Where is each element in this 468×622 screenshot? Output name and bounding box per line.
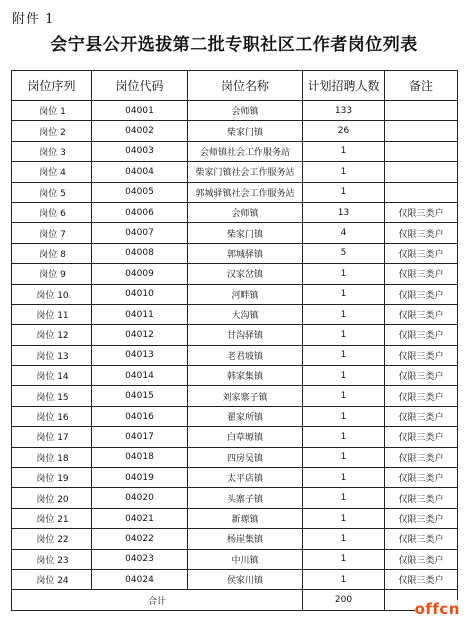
cell-name: 侯家川镇 [188,569,303,589]
cell-code: 04019 [92,468,188,488]
table-row [12,427,458,447]
table-header-row [12,71,458,101]
cell-code: 04014 [92,366,188,386]
cell-name: 会师镇社会工作服务站 [188,141,303,161]
cell-sequence: 岗位 8 [12,243,92,263]
table-row [12,121,458,141]
cell-code: 04020 [92,488,188,508]
header-name: 岗位名称 [188,71,303,101]
cell-name: 甘沟驿镇 [188,325,303,345]
total-label: 合计 [12,590,303,610]
cell-code: 04015 [92,386,188,406]
cell-sequence: 岗位 21 [12,508,92,528]
cell-code: 04003 [92,141,188,161]
cell-plan-count: 1 [303,325,385,345]
cell-remark: 仅限三类户 [385,549,458,569]
cell-sequence: 岗位 11 [12,304,92,324]
cell-name: 大沟镇 [188,304,303,324]
cell-remark: 仅限三类户 [385,243,458,263]
cell-remark: 仅限三类户 [385,264,458,284]
table-row [12,284,458,304]
cell-plan-count: 1 [303,529,385,549]
table-row [12,101,458,121]
cell-remark: 仅限三类户 [385,488,458,508]
cell-remark [385,162,458,182]
cell-sequence: 岗位 4 [12,162,92,182]
table-row [12,386,458,406]
table-row [12,223,458,243]
cell-name: 柴家门镇社会工作服务站 [188,162,303,182]
table-row [12,304,458,324]
cell-code: 04013 [92,345,188,365]
cell-name: 柴家门镇 [188,223,303,243]
total-value: 200 [303,590,385,610]
cell-plan-count: 1 [303,508,385,528]
cell-code: 04012 [92,325,188,345]
cell-remark: 仅限三类户 [385,447,458,467]
table-row [12,569,458,589]
cell-name: 郭城驿镇 [188,243,303,263]
cell-sequence: 岗位 7 [12,223,92,243]
cell-plan-count: 1 [303,549,385,569]
cell-remark: 仅限三类户 [385,529,458,549]
table-row [12,345,458,365]
cell-sequence: 岗位 9 [12,264,92,284]
cell-plan-count: 1 [303,406,385,426]
cell-plan-count: 5 [303,243,385,263]
cell-remark [385,141,458,161]
cell-plan-count: 1 [303,284,385,304]
cell-sequence: 岗位 13 [12,345,92,365]
cell-name: 汉家岔镇 [188,264,303,284]
cell-name: 中川镇 [188,549,303,569]
cell-code: 04023 [92,549,188,569]
table-row [12,202,458,222]
attachment-label: 附件 1 [12,12,55,27]
cell-code: 04001 [92,101,188,121]
header-code: 岗位代码 [92,71,188,101]
cell-plan-count: 1 [303,304,385,324]
table-row [12,488,458,508]
table-row [12,468,458,488]
cell-code: 04018 [92,447,188,467]
table-row [12,264,458,284]
cell-plan-count: 1 [303,386,385,406]
cell-code: 04021 [92,508,188,528]
cell-remark: 仅限三类户 [385,325,458,345]
cell-code: 04006 [92,202,188,222]
cell-remark: 仅限三类户 [385,223,458,243]
cell-plan-count: 1 [303,366,385,386]
cell-sequence: 岗位 17 [12,427,92,447]
total-row [12,590,458,610]
cell-name: 白草塬镇 [188,427,303,447]
cell-remark: 仅限三类户 [385,427,458,447]
cell-code: 04010 [92,284,188,304]
cell-plan-count: 1 [303,141,385,161]
cell-sequence: 岗位 12 [12,325,92,345]
table-row [12,182,458,202]
cell-name: 老君坡镇 [188,345,303,365]
cell-code: 04022 [92,529,188,549]
cell-remark: 仅限三类户 [385,202,458,222]
cell-plan-count: 4 [303,223,385,243]
table-row [12,162,458,182]
cell-name: 太平店镇 [188,468,303,488]
cell-sequence: 岗位 10 [12,284,92,304]
cell-name: 头寨子镇 [188,488,303,508]
cell-plan-count: 1 [303,468,385,488]
cell-code: 04024 [92,569,188,589]
cell-code: 04008 [92,243,188,263]
positions-table [11,70,458,611]
cell-sequence: 岗位 5 [12,182,92,202]
cell-sequence: 岗位 1 [12,101,92,121]
cell-sequence: 岗位 22 [12,529,92,549]
header-sequence: 岗位序列 [12,71,92,101]
cell-sequence: 岗位 6 [12,202,92,222]
cell-sequence: 岗位 3 [12,141,92,161]
table-row [12,141,458,161]
cell-remark: 仅限三类户 [385,508,458,528]
cell-plan-count: 13 [303,202,385,222]
table-row [12,366,458,386]
cell-plan-count: 1 [303,162,385,182]
cell-plan-count: 1 [303,345,385,365]
table-row [12,549,458,569]
cell-remark: 仅限三类户 [385,284,458,304]
table-row [12,406,458,426]
cell-code: 04005 [92,182,188,202]
cell-name: 韩家集镇 [188,366,303,386]
cell-plan-count: 1 [303,447,385,467]
cell-plan-count: 26 [303,121,385,141]
cell-remark: 仅限三类户 [385,468,458,488]
cell-sequence: 岗位 2 [12,121,92,141]
table-row [12,508,458,528]
header-plan-count: 计划招聘人数 [303,71,385,101]
cell-name: 河畔镇 [188,284,303,304]
cell-remark [385,101,458,121]
table-row [12,325,458,345]
cell-remark: 仅限三类户 [385,304,458,324]
cell-remark: 仅限三类户 [385,406,458,426]
cell-code: 04016 [92,406,188,426]
cell-name: 会师镇 [188,101,303,121]
page-title: 会宁县公开选拔第二批专职社区工作者岗位列表 [50,35,418,55]
cell-code: 04011 [92,304,188,324]
cell-sequence: 岗位 20 [12,488,92,508]
cell-name: 刘家寨子镇 [188,386,303,406]
cell-sequence: 岗位 19 [12,468,92,488]
cell-sequence: 岗位 14 [12,366,92,386]
offcn-logo: offcn [414,600,460,618]
cell-name: 四房吴镇 [188,447,303,467]
table-row [12,529,458,549]
cell-remark: 仅限三类户 [385,386,458,406]
cell-plan-count: 1 [303,264,385,284]
cell-sequence: 岗位 15 [12,386,92,406]
cell-sequence: 岗位 24 [12,569,92,589]
cell-remark [385,182,458,202]
cell-remark [385,121,458,141]
cell-remark: 仅限三类户 [385,366,458,386]
cell-code: 04007 [92,223,188,243]
cell-code: 04009 [92,264,188,284]
cell-name: 会师镇 [188,202,303,222]
cell-name: 柴家门镇 [188,121,303,141]
cell-code: 04002 [92,121,188,141]
cell-code: 04004 [92,162,188,182]
cell-name: 郭城驿镇社会工作服务站 [188,182,303,202]
cell-remark: 仅限三类户 [385,569,458,589]
cell-plan-count: 1 [303,427,385,447]
cell-name: 新塬镇 [188,508,303,528]
cell-remark: 仅限三类户 [385,345,458,365]
cell-plan-count: 1 [303,569,385,589]
cell-plan-count: 1 [303,488,385,508]
cell-plan-count: 133 [303,101,385,121]
header-remark: 备注 [385,71,458,101]
cell-sequence: 岗位 23 [12,549,92,569]
table-row [12,447,458,467]
cell-name: 翟家所镇 [188,406,303,426]
cell-name: 杨崖集镇 [188,529,303,549]
cell-sequence: 岗位 18 [12,447,92,467]
cell-code: 04017 [92,427,188,447]
cell-sequence: 岗位 16 [12,406,92,426]
cell-plan-count: 1 [303,182,385,202]
table-row [12,243,458,263]
